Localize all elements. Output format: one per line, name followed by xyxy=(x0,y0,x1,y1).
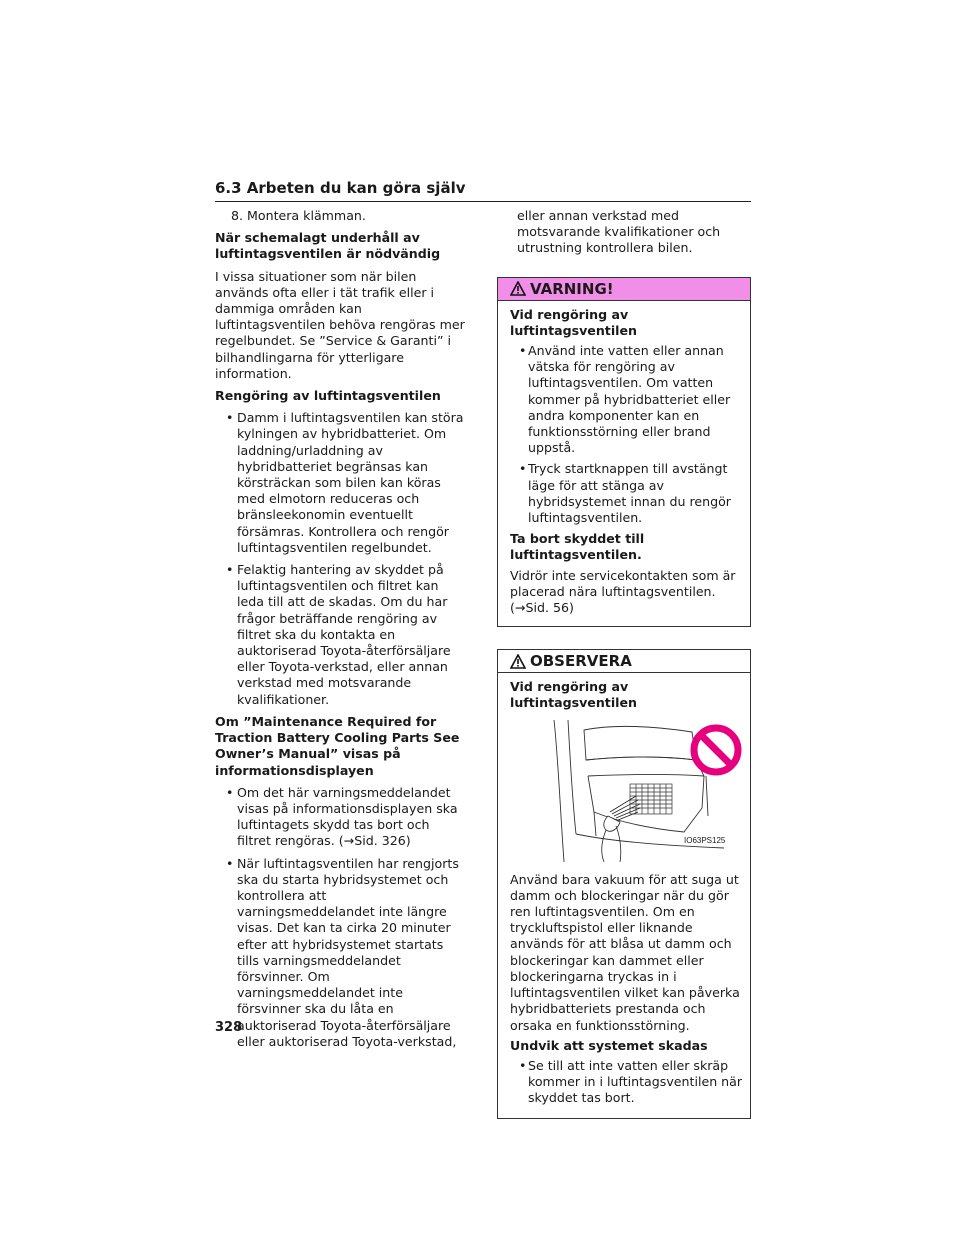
notice-body xyxy=(498,673,750,1117)
left-column xyxy=(215,208,465,1056)
warning-body xyxy=(498,301,750,627)
paragraph-situations: I vissa situationer som när bilen används ofta eller i tät trafik eller i dammiga områden kan luftintagsventilen behöva rengöras mer regelbundet. Se ”Service & Garanti” i bilhandlingarna för ytterligare information. xyxy=(215,268,465,381)
section-header xyxy=(215,178,751,202)
warning-heading-remove-cover: Ta bort skyddet till luftintagsventilen. xyxy=(510,531,645,563)
list-item: • Använd inte vatten eller annan vätska för rengöring av luftintagsventilen. Om vatten kommer på hybridbatteriet eller andra komponenter kan en funktionsstörning eller brand uppstå. xyxy=(510,343,748,456)
list-item: • Damm i luftintagsventilen kan störa kylningen av hybridbatteriet. Om laddning/urladdning av hybridbatteriet begränsas kan körsträckan som bilen kan köras med elmotorn reduceras och bränsleekonomin eventuellt försämras. Kontrollera och rengör luftintagsventilen regelbundet. xyxy=(215,410,465,556)
step-8: 8. Montera klämman. xyxy=(231,208,366,223)
heading-cleaning: Rengöring av luftintagsventilen xyxy=(215,388,441,404)
warning-paragraph-service-plug: Vidrör inte servicekontakten som är placerad nära luftintagsventilen. (→Sid. 56) xyxy=(510,567,736,616)
list-item: • Tryck startknappen till avstängt läge för att stänga av hybridsystemet innan du rengör luftintagsventilen. xyxy=(510,461,748,526)
list-item: • När luftintagsventilen har rengjorts ska du starta hybridsystemet och kontrollera att varningsmeddelandet inte längre visas. Det kan ta cirka 20 minuter efter att hybridsystemet startats tills varningsmeddelandet försvinner. Om varningsmeddelandet inte försvinner ska du låta en auktoriserad Toyota-återförsäljare eller auktoriserad Toyota-verkstad, xyxy=(215,856,465,1050)
page-number: 328 xyxy=(215,1020,243,1035)
notice-heading-avoid-damage: Undvik att systemet skadas xyxy=(510,1037,708,1053)
right-column xyxy=(497,208,751,1141)
prohibition-icon xyxy=(694,728,738,772)
warning-triangle-icon xyxy=(510,281,526,296)
notice-paragraph-vacuum: Använd bara vakuum för att suga ut damm och blockeringar när du gör ren luftintagsventilen. Om en tryckluftspistol eller liknande används för att blåsa ut damm och blockeringar kan dammet eller blockeringarna tryckas in i luftintagsventilen vilket kan påverka hybridbatteriets prestanda och orsaka en funktionsstörning. xyxy=(510,871,740,1033)
continuation-text: eller annan verkstad med motsvarande kvalifikationer och utrustning kontrollera bilen. xyxy=(517,208,721,256)
notice-header xyxy=(498,650,750,673)
notice-title: OBSERVERA xyxy=(530,652,632,671)
section-title: 6.3 Arbeten du kan göra själv xyxy=(215,179,466,197)
notice-heading-cleaning: Vid rengöring av luftintagsventilen xyxy=(510,679,637,711)
warning-triangle-icon xyxy=(510,654,526,669)
warning-heading-cleaning: Vid rengöring av luftintagsventilen xyxy=(510,306,637,338)
notice-box xyxy=(497,649,751,1118)
list-item: • Felaktig hantering av skyddet på luftintagsventilen och filtret kan leda till att de skadas. Om du har frågor beträffande rengöring av filtret ska du kontakta en auktoriserad Toyota-återförsäljare eller Toyota-verkstad, eller annan verkstad med motsvarande kvalifikationer. xyxy=(215,562,465,708)
heading-scheduled-maintenance: När schemalagt underhåll av luftintagsventilen är nödvändig xyxy=(215,230,441,262)
illustration-code: IO63PS125 xyxy=(684,835,726,845)
list-item: • Om det här varningsmeddelandet visas på informationsdisplayen ska luftintagets skydd tas bort och filtret rengöras. (→Sid. 326) xyxy=(215,785,465,850)
heading-maintenance-message: Om ”Maintenance Required for Traction Battery Cooling Parts See Owner’s Manual” visas på informationsdisplayen xyxy=(215,713,460,778)
air-intake-illustration xyxy=(524,716,750,864)
warning-title: VARNING! xyxy=(530,279,614,298)
list-item: • Se till att inte vatten eller skräp kommer in i luftintagsventilen när skyddet tas bort. xyxy=(510,1058,748,1107)
warning-box xyxy=(497,277,751,628)
warning-header xyxy=(498,278,750,301)
